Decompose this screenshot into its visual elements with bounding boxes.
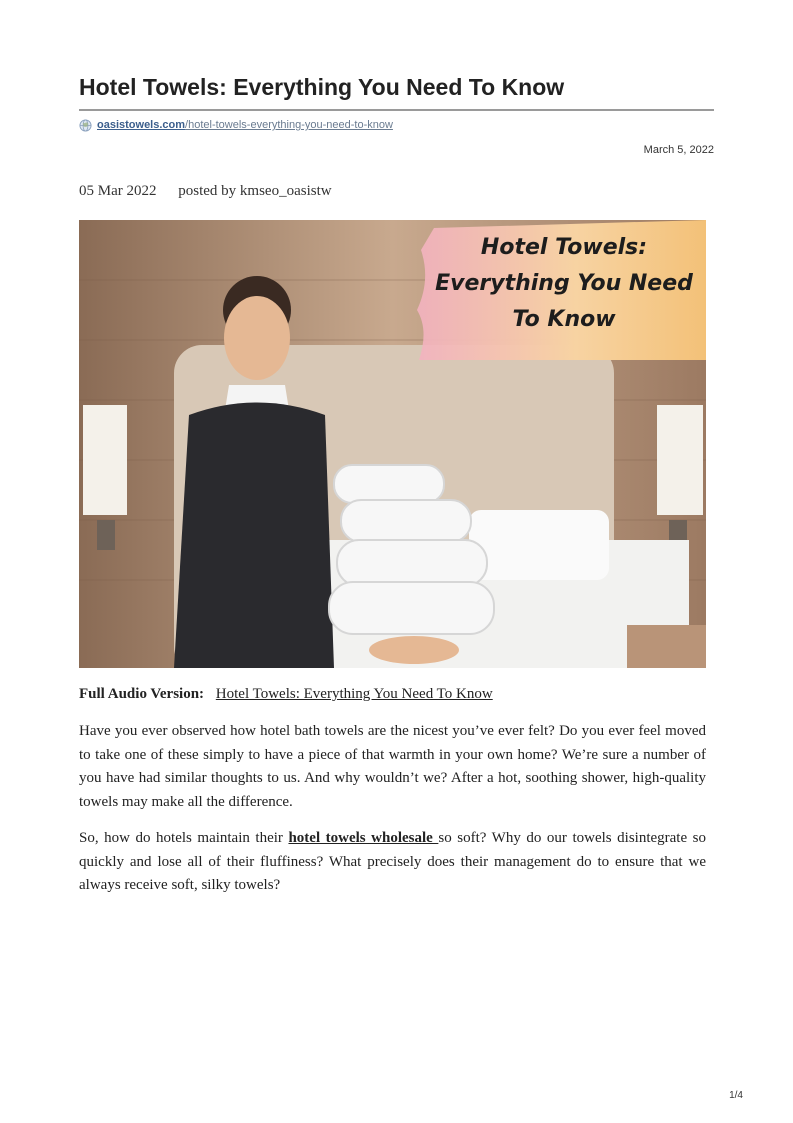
audio-link[interactable]: Hotel Towels: Everything You Need To Know bbox=[215, 686, 493, 702]
post-date: 05 Mar 2022 bbox=[79, 183, 157, 199]
hero-caption bbox=[419, 230, 706, 338]
body-paragraph bbox=[79, 827, 706, 898]
audio-label: Full Audio Version: bbox=[79, 686, 205, 702]
post-meta bbox=[79, 183, 350, 200]
audio-version bbox=[79, 686, 493, 703]
source-path-link[interactable]: /hotel-towels-everything-you-need-to-know bbox=[185, 119, 393, 131]
source-url[interactable] bbox=[79, 118, 393, 132]
hero-caption-line: Everything You Need bbox=[435, 271, 693, 296]
page-title: Hotel Towels: Everything You Need To Know bbox=[79, 74, 565, 100]
hero-image bbox=[79, 220, 706, 668]
page-number: 1/4 bbox=[729, 1090, 743, 1101]
title-divider bbox=[79, 109, 714, 111]
save-date: March 5, 2022 bbox=[643, 144, 714, 156]
globe-icon bbox=[79, 119, 92, 132]
paragraph-text: so soft? Why do our towels disintegrate so quickly and lose all of their fluffiness? What precisely does their management do to ensure that we always receive soft, silky towels? bbox=[79, 830, 706, 893]
source-domain-link[interactable]: oasistowels.com bbox=[97, 119, 186, 131]
hotel-towels-wholesale-link[interactable]: hotel towels wholesale bbox=[288, 830, 439, 846]
body-paragraph: Have you ever observed how hotel bath towels are the nicest you’ve ever felt? Do you ever feel moved to take one of these simply to have a piece of that warmth in your own home? We’re sure a number of you have had similar thoughts to us. And why wouldn’t we? After a hot, soothing shower, high-quality towels may make all the difference. bbox=[79, 723, 706, 810]
hero-caption-line: Hotel Towels: bbox=[480, 235, 648, 260]
paragraph-text: So, how do hotels maintain their bbox=[79, 830, 289, 846]
hero-caption-line: To Know bbox=[512, 307, 616, 332]
post-author: posted by kmseo_oasistw bbox=[178, 183, 332, 199]
